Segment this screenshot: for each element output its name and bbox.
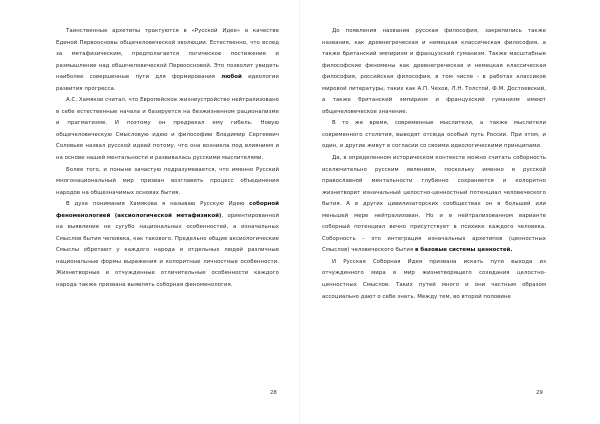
page-number: 29	[536, 390, 543, 396]
paragraph: В то же время, современные мыслители, а также мыслители современного столетия, выводят отсюда особый путь России. При этом, и один, и другие живут в согласии со своими идеологическими принципами.	[322, 120, 546, 150]
paragraph: Более того, и поныне зачастую подразумевается, что именно Русский многонациональный мир призван возглавить процесс объединения народов на общезначимых основах бытия.	[56, 166, 279, 196]
right-page-text	[322, 26, 546, 303]
bold-emphasis: любой	[221, 74, 242, 81]
paragraph: В духе понимания Хамякова я называю Русскую Идею соборной феноменологией (аксиологической метафизикой), ориентированной на выявление не сугубо национальных особенностей, а изначальных Смыслов бытия человека, как такового. Предельно общие аксиологические Смыслы обретают у каждого народа и отдельных людей различные национальные формы выражения и колоритные личностные особенности. Жизнетворные и отчужденные отличительные особенности каждого народа также призвана выявлять соборная феноменология.	[56, 201, 279, 289]
bold-emphasis: в базовые системы ценностей.	[415, 247, 513, 254]
paragraph: Таинственные архетипы трактуются в «Русской Идее» в качестве Единой Первоосновы общечеловеческой эволюции. Естественно, что вслед за метафизическим, предполагается логическое постижение и размышление над общечеловеческой Первоосновой. Это позволит увидеть наиболее совершенные пути для формирования любой идеологии развития прогресса.	[56, 28, 279, 92]
right-page	[300, 0, 600, 424]
paragraph: А.С. Хамяков считал, что Европейское жизнеустройство нейтрализовано в себе естественные начала и базируется на безжизненном рационализме и прагматизме. И поэтому он предрекал ему гибель. Новую общечеловеческую Смысловую идею и философию Владимир Сергеевич Соловьев назвал русской идеей потому, что она возникла под влиянием и на основе нашей ментальности и развивалась русскими мыслителями.	[56, 97, 279, 162]
paragraph: И Русская Соборная Идея призвана искать пути выхода из отчужденного мира в мир жизнетворящего созидания целостно-ценностных Смыслов. Таких путей много и они частным образом ассоциально дают о себе знать. Между тем, во второй половине	[322, 258, 546, 300]
left-page-text	[56, 26, 279, 292]
paragraph: Да, в определенном историческом контексте можно считать соборность исключительно русским явлением, поскольку именно в русской православной ментальности глубинно сохраняется и колоритно жизнетворит изначальный целостно-ценностный потенциал человеческого бытия. А в других цивилизаторских сообществах он в большей или меньшей мере нейтрализован. Но и в нейтрализованном варианте соборный потенциал вечно присутствует в психике каждого человека. Соборность – это интеграция изначальных архетипов (ценностных Смыслов) человеческого бытия в базовые системы ценностей.	[322, 155, 546, 254]
paragraph: До появления названия русская философия, закрепились также названия, как древнегреческая и немецкая классическая философия, а также британский эмпиризм и французский гуманизм. Также масштабные философские феномены как древнегреческая и немецкая классическая философия, российская философия, в том числе - в работах классиков мировой литературы, таких как А.П. Чехов, Л.Н. Толстой, Ф.М. Достоевский, а также британский эмпиризм и французский гуманизм имеют общечеловеческое значение.	[322, 28, 546, 115]
bold-emphasis: соборной феноменологией (аксиологической метафизикой)	[56, 201, 279, 219]
page-number: 28	[270, 390, 277, 396]
